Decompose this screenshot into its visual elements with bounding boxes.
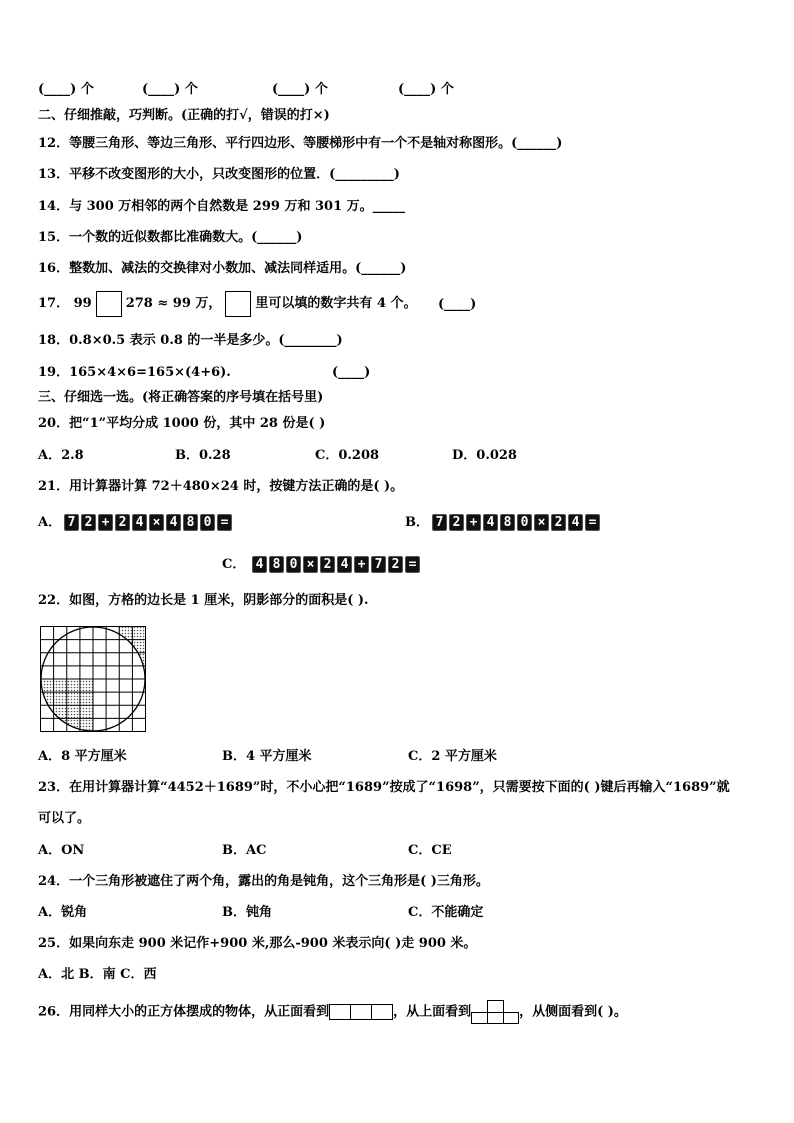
q20-option-a: A．2.8: [38, 448, 84, 463]
q17-part-c: 里可以填的数字共有 4 个。: [255, 296, 417, 311]
calculator-key: ×: [149, 514, 164, 531]
top-blank-3: (____) 个: [272, 82, 328, 97]
calculator-key: 7: [432, 514, 447, 531]
calculator-key: +: [98, 514, 113, 531]
calculator-key: 2: [449, 514, 464, 531]
calculator-key: 4: [483, 514, 498, 531]
calculator-key: 2: [388, 556, 403, 573]
calculator-key: 0: [200, 514, 215, 531]
top-blank-2: (____) 个: [142, 82, 198, 97]
calculator-key: 8: [500, 514, 515, 531]
calculator-key: 2: [115, 514, 130, 531]
question-19: 19．165×4×6=165×(4+6).: [38, 365, 231, 380]
q17-answer-blank: (____): [438, 297, 477, 312]
question-22: 22．如图，方格的边长是 1 厘米，阴影部分的面积是( ).: [38, 593, 369, 608]
top-blank-1: (____) 个: [38, 82, 94, 97]
question-16: 16．整数加、减法的交换律对小数加、减法同样适用。(______): [38, 261, 407, 276]
calculator-key: 4: [132, 514, 147, 531]
q24-option-a: A．锐角: [38, 905, 88, 920]
question-21: 21．用计算器计算 72＋480×24 时，按键方法正确的是( )。: [38, 479, 404, 494]
calculator-key: +: [354, 556, 369, 573]
question-17: [38, 290, 417, 318]
calculator-key: 2: [551, 514, 566, 531]
question-12: 12．等腰三角形、等边三角形、平行四边形、等腰梯形中有一个不是轴对称图形。(______): [38, 136, 563, 151]
q22-option-b: B．4 平方厘米: [222, 749, 312, 764]
question-24: 24．一个三角形被遮住了两个角，露出的角是钝角，这个三角形是( )三角形。: [38, 874, 489, 889]
q21-option-c-label: C．: [222, 557, 246, 572]
calculator-key: +: [466, 514, 481, 531]
q22-option-c: C．2 平方厘米: [408, 749, 497, 764]
question-15: 15．一个数的近似数都比准确数大。(______): [38, 230, 303, 245]
digit-box-2: [225, 291, 251, 317]
calculator-key: ×: [534, 514, 549, 531]
q26-part-c: ，从侧面看到( )。: [519, 1004, 627, 1020]
q23-option-b: B．AC: [222, 843, 267, 858]
question-25-options: A．北 B．南 C．西: [38, 967, 157, 982]
q26-part-a: 26．用同样大小的正方体摆成的物体，从正面看到: [38, 1004, 330, 1020]
section-3-title: 三、仔细选一选。(将正确答案的序号填在括号里): [38, 390, 324, 405]
calculator-key: =: [217, 514, 232, 531]
question-13: 13．平移不改变图形的大小，只改变图形的位置．(_________): [38, 167, 400, 182]
question-14: 14．与 300 万相邻的两个自然数是 299 万和 301 万。_____: [38, 199, 406, 214]
calculator-key: 0: [286, 556, 301, 573]
calculator-key: 8: [269, 556, 284, 573]
q19-answer-blank: (____): [332, 365, 371, 380]
question-26: [38, 1000, 627, 1025]
q20-option-b: B．0.28: [175, 448, 231, 463]
q21-option-b-label: B．: [405, 515, 429, 530]
q17-part-a: 17． 99: [38, 296, 92, 311]
q24-option-c: C．不能确定: [408, 905, 484, 920]
q21-option-a-keys: [64, 514, 232, 531]
q26-part-b: ，从上面看到: [393, 1004, 472, 1020]
section-2-title: 二、仔细推敲，巧判断。(正确的打√，错误的打×): [38, 108, 330, 123]
q20-option-d: D．0.028: [452, 448, 517, 463]
calculator-key: 2: [320, 556, 335, 573]
q22-option-a: A．8 平方厘米: [38, 749, 127, 764]
calculator-key: ×: [303, 556, 318, 573]
calculator-key: =: [585, 514, 600, 531]
calculator-key: 4: [568, 514, 583, 531]
calculator-key: 0: [517, 514, 532, 531]
question-25: 25．如果向东走 900 米记作+900 米,那么-900 米表示向( )走 900 米。: [38, 936, 477, 951]
question-23-line-2: 可以了。: [38, 811, 91, 826]
question-23-line-1: 23．在用计算器计算“4452＋1689”时，不小心把“1689”按成了“1698”，只需要按下面的( )键后再输入“1689”就: [38, 780, 730, 795]
q21-option-b-keys: [432, 514, 600, 531]
q21-option-a-label: A．: [38, 515, 62, 530]
calculator-key: 2: [81, 514, 96, 531]
calculator-key: 4: [337, 556, 352, 573]
calculator-key: 4: [166, 514, 181, 531]
q24-option-b: B．钝角: [222, 905, 272, 920]
front-view-figure: [329, 1004, 393, 1020]
question-18: 18．0.8×0.5 表示 0.8 的一半是多少。(________): [38, 333, 343, 348]
q21-option-c-keys: [252, 556, 420, 573]
digit-box-1: [96, 291, 122, 317]
calculator-key: 7: [64, 514, 79, 531]
calculator-key: 8: [183, 514, 198, 531]
q23-option-c: C．CE: [408, 843, 452, 858]
top-blank-4: (____) 个: [398, 82, 454, 97]
q20-option-c: C．0.208: [315, 448, 380, 463]
q23-option-a: A．ON: [38, 843, 85, 858]
grid-circle-figure: [40, 626, 147, 733]
question-20: 20．把“1”平均分成 1000 份，其中 28 份是( ): [38, 416, 326, 431]
q17-part-b: 278 ≈ 99 万，: [125, 296, 222, 311]
calculator-key: =: [405, 556, 420, 573]
calculator-key: 7: [371, 556, 386, 573]
top-view-figure: [471, 1000, 519, 1024]
calculator-key: 4: [252, 556, 267, 573]
